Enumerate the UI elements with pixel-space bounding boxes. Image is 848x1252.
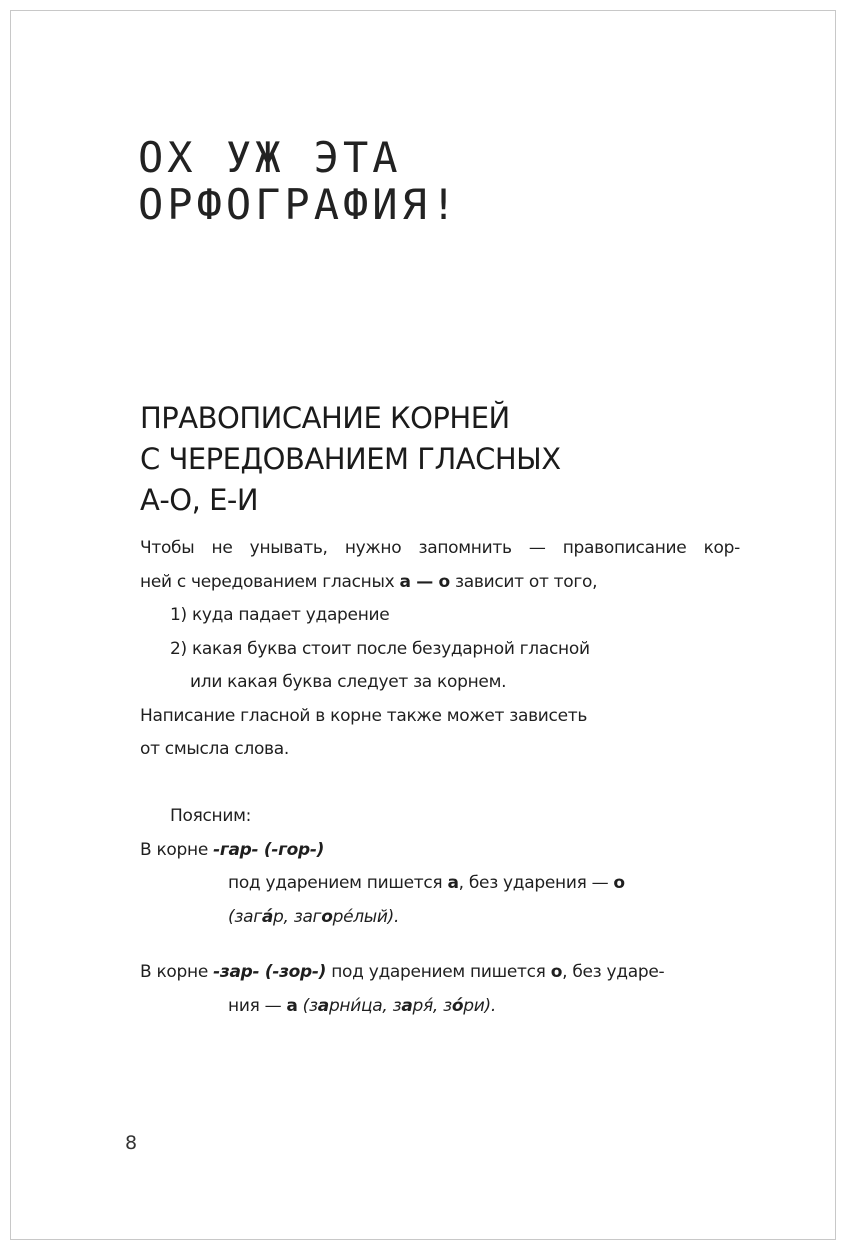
letter-a-bold: а [286,995,298,1016]
chapter-title [138,134,460,228]
example-part: (заг [228,906,262,927]
list-item-2: 2) какая буква стоит после безударной гласной [170,638,590,659]
rule-gar-text [140,867,740,901]
list-item-2-continuation: или какая буква следует за корнем. [190,672,507,692]
rule-zar-cont-text: ния — [228,995,287,1016]
body-text [140,532,740,1023]
intro-line-4: от смысла слова. [140,739,289,759]
rule-zar-text-end: , без ударе- [562,962,665,982]
intro-line-2-end: зависит от того, [449,571,598,592]
rule-zar-continuation [140,990,740,1024]
letter-o-bold: о [550,962,563,982]
letter-o-bold: о [613,873,625,893]
root-gar: -гар- (-гор-) [213,839,325,860]
example-unstressed-a: а [401,995,413,1016]
example-part: ре́лый). [332,906,400,927]
vowel-pair-bold: а — о [399,571,450,592]
section-title-line-3: А-О, Е-И [140,483,259,517]
section-title-line-1: ПРАВОПИСАНИЕ КОРНЕЙ [140,401,510,435]
spacer [140,767,740,801]
rule-gar-heading [140,834,740,868]
rule-gar-text-mid: , без ударения — [458,873,614,893]
rule-gar-text-start: под ударением пишется [228,873,448,893]
intro-line-2 [140,566,740,600]
example-unstressed-o: о [321,906,333,927]
rule-gar-prefix: В корне [140,839,214,860]
example-stressed-a: á [261,906,273,927]
example-part: ри). [463,995,496,1016]
rule-gar-examples [140,901,740,935]
intro-line-1: Чтобы не унывать, нужно запомнить — правописание кор- [140,538,740,558]
letter-a-bold: а [447,873,459,893]
rule-zar-heading [140,956,740,990]
section-title [140,398,561,521]
chapter-title-line-2: ОРФОГРАФИЯ! [138,180,461,229]
example-part: ря́, з [412,995,452,1016]
example-part: рни́ца, з [328,995,402,1016]
rule-zar-prefix: В корне [140,962,214,982]
example-part: (з [297,995,318,1016]
page-number: 8 [125,1132,138,1154]
rule-zar-text-start: под ударением пишется [326,962,551,982]
intro-line-2-text: ней с чередованием гласных [140,571,400,592]
explain-label: Поясним: [170,806,252,826]
spacer [140,934,740,956]
list-item-1: 1) куда падает ударение [170,605,390,625]
section-title-line-2: С ЧЕРЕДОВАНИЕМ ГЛАСНЫХ [140,442,561,476]
example-stressed-o: ó [451,995,464,1016]
example-unstressed-a: а [317,995,329,1016]
root-zar: -зар- (-зор-) [213,962,327,982]
example-part: р, заг [273,906,322,927]
chapter-title-line-1: ОХ УЖ ЭТА [138,133,402,182]
intro-line-3: Написание гласной в корне также может зависеть [140,705,588,726]
